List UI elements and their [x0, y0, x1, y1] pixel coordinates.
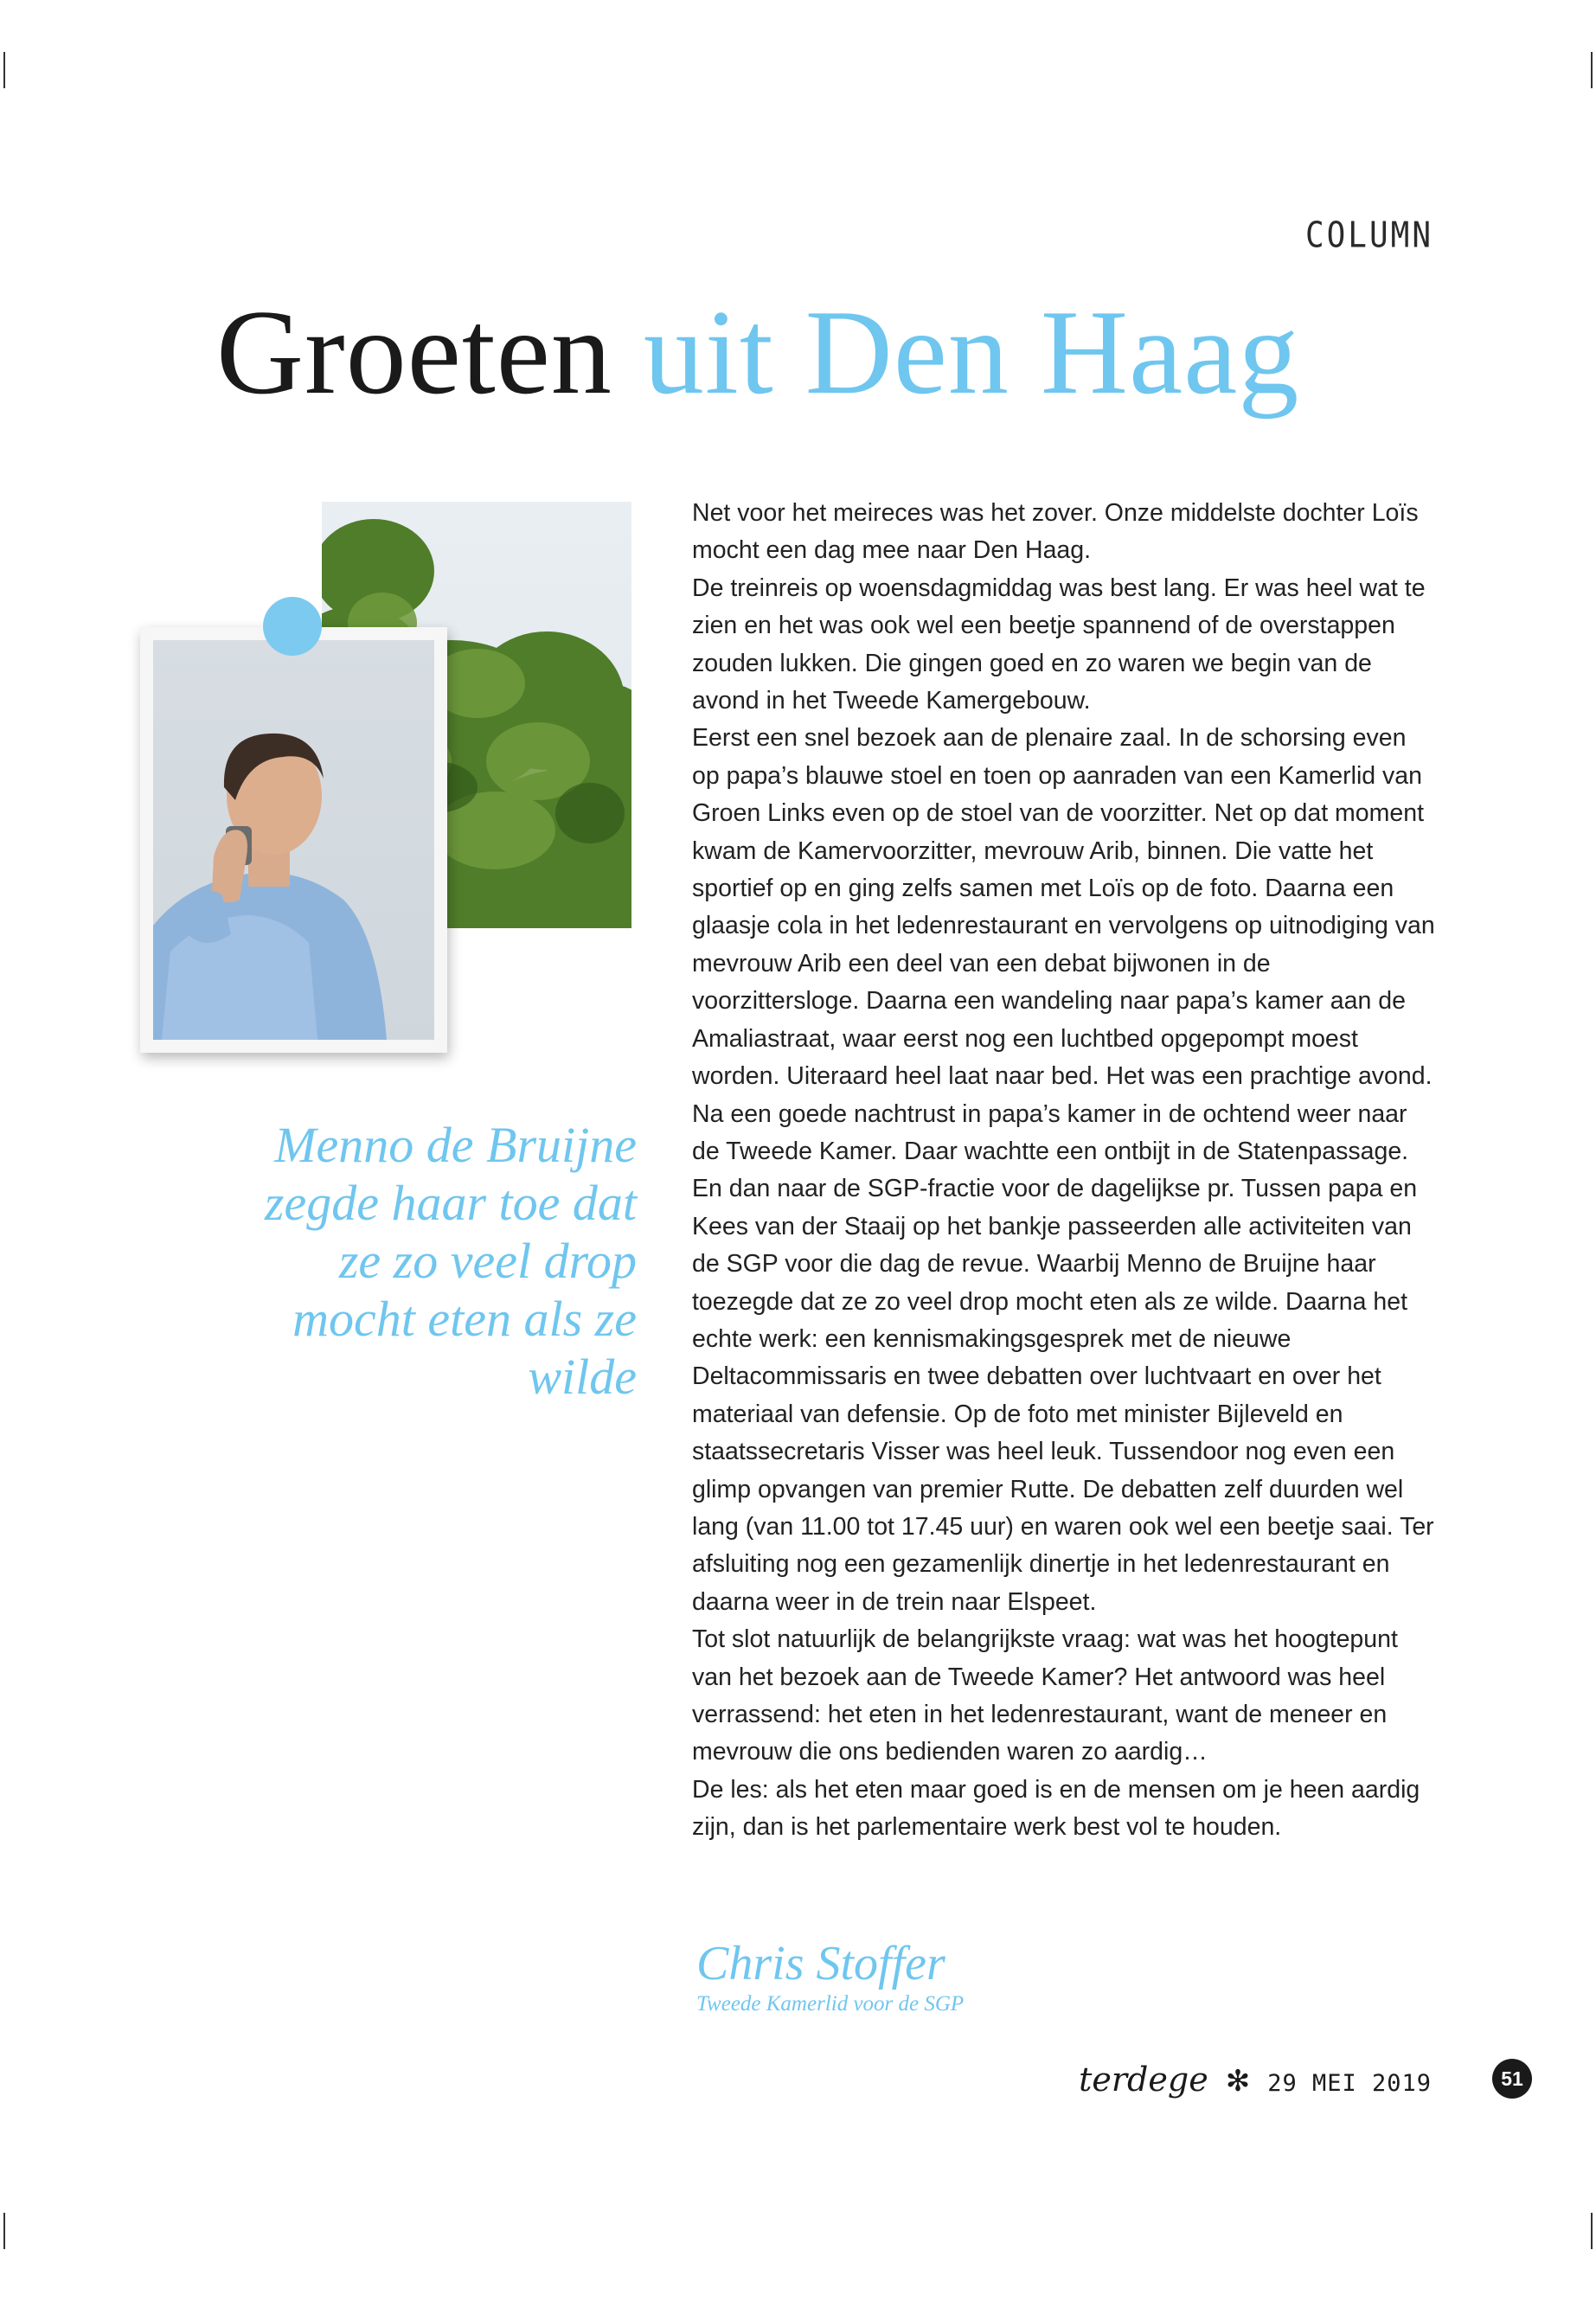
article-body: [692, 495, 1436, 1847]
paragraph: Net voor het meireces was het zover. Onze middelste dochter Loïs mocht een dag mee naar Den Haag.: [692, 499, 1419, 565]
paragraph: Tot slot natuurlijk de belangrijkste vraag: wat was het hoogtepunt van het bezoek aan de Tweede Kamer? Het antwoord was heel verrassend: het eten in het ledenrestaurant, want de meneer en mevrouw die ons bedienden waren zo aardig…: [692, 1625, 1398, 1766]
crop-mark-bottom-left: [3, 2213, 5, 2249]
crop-mark-bottom-right: [1591, 2213, 1593, 2249]
page-title: [216, 285, 1300, 420]
paragraph: De treinreis op woensdagmiddag was best lang. Er was heel wat te zien en het was ook wel een beetje spannend of de overstappen zouden lukken. Die gingen goed en zo waren we begin van de avond in het Tweede Kamergebouw.: [692, 574, 1426, 715]
section-label: COLUMN: [1304, 215, 1433, 257]
magazine-name: terdege: [1079, 2061, 1208, 2099]
paragraph: Eerst een snel bezoek aan de plenaire zaal. In de schorsing even op papa’s blauwe stoel en toen op aanraden van een Kamerlid van Groen Links even op de stoel van de voorzitter. Net op dat moment kwam de Kamervoorzitter, mevrouw Arib, binnen. Die vatte het sportief op en ging zelfs samen met Loïs op de foto. Daarna een glaasje cola in het ledenrestaurant en vervolgens op uitnodiging van mevrouw Arib een deel van een debat bijwonen in de voorzittersloge. Daarna een wandeling naar papa’s kamer aan de Amaliastraat, waar eerst nog een luchtbed opgepompt moest worden. Uiteraard heel laat naar bed. Het was een prachtige avond.: [692, 724, 1435, 1091]
author-role: Tweede Kamerlid voor de SGP: [696, 1992, 965, 2016]
portrait-image: [153, 640, 434, 1040]
page-footer: [1079, 2061, 1432, 2099]
title-accent: uit Den Haag: [643, 285, 1300, 420]
author-name: Chris Stoffer: [696, 1937, 945, 1990]
pull-quote: Menno de Bruijne zegde haar toe dat ze zo veel drop mocht eten als ze wilde: [264, 1117, 637, 1405]
photo-man-on-phone: [140, 627, 447, 1053]
page-number: 51: [1492, 2059, 1532, 2099]
crop-mark-top-left: [3, 52, 5, 88]
paragraph: De les: als het eten maar goed is en de mensen om je heen aardig zijn, dan is het parlementaire werk best vol te houden.: [692, 1775, 1420, 1842]
portrait-illustration: [153, 640, 434, 1040]
accent-dot: [263, 597, 322, 656]
star-icon: ✻: [1225, 2064, 1251, 2099]
issue-date: 29 MEI 2019: [1267, 2070, 1432, 2097]
title-plain: Groeten: [216, 285, 612, 420]
paragraph: Na een goede nachtrust in papa’s kamer in de ochtend weer naar de Tweede Kamer. Daar wachtte een ontbijt in de Statenpassage. En dan naar de SGP-fractie voor de dagelijkse pr. Tussen papa en Kees van der Staaij op het bankje passeerden alle activiteiten van de SGP voor die dag de revue. Waarbij Menno de Bruijne haar toezegde dat ze zo veel drop mocht eten als ze wilde. Daarna het echte werk: een kennismakingsgesprek met de nieuwe Deltacommissaris en twee debatten over luchtvaart en over het materiaal van defensie. Op de foto met minister Bijleveld en staatssecretaris Visser was heel leuk. Tussendoor nog even een glimp opvangen van premier Rutte. De debatten zelf duurden wel lang (van 11.00 tot 17.45 uur) en waren ook wel een beetje saai. Ter afsluiting nog een gezamenlijk dinertje in het ledenrestaurant en daarna weer in de trein naar Elspeet.: [692, 1099, 1434, 1616]
crop-mark-top-right: [1591, 52, 1593, 88]
author-signature: [696, 1938, 964, 2017]
